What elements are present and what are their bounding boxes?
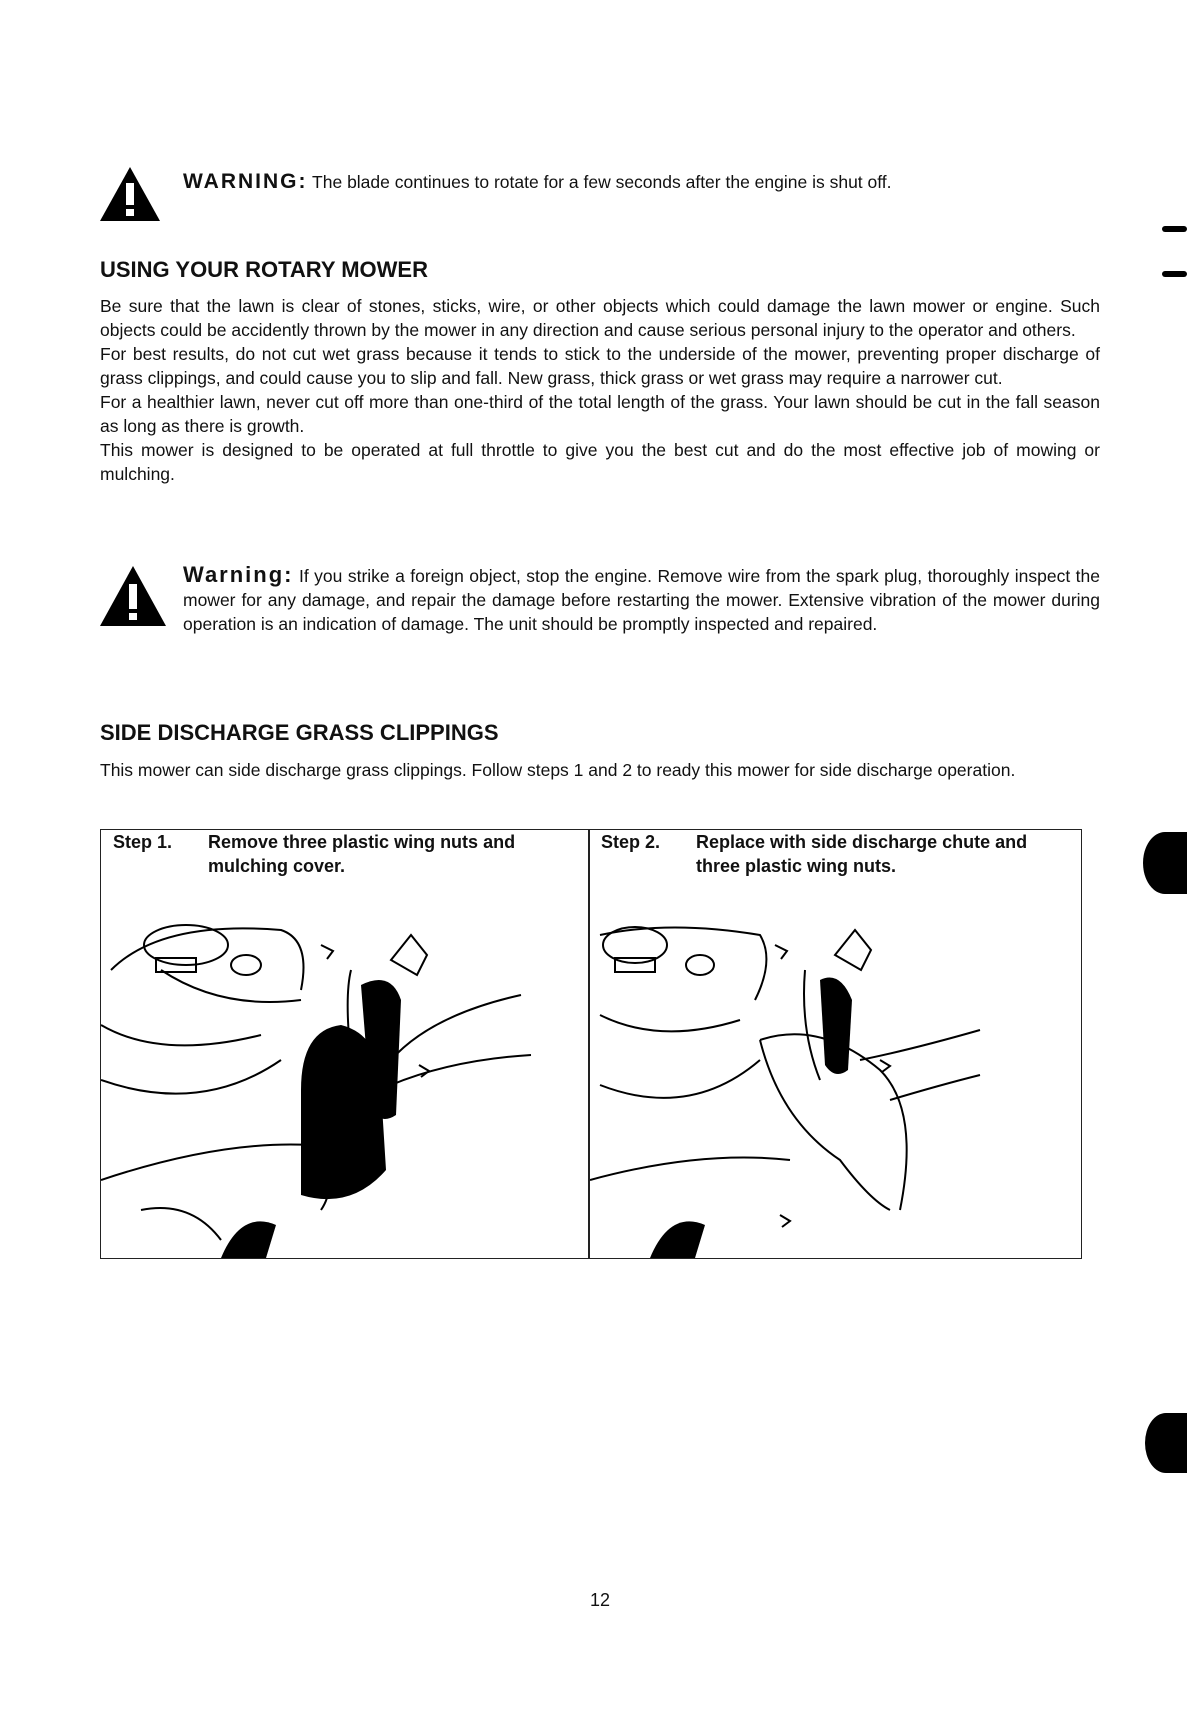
- warning-triangle-icon: [98, 165, 162, 223]
- registration-mark: [1145, 1413, 1187, 1473]
- section-1-body: [100, 294, 1100, 486]
- step-1-illustration: [101, 910, 587, 1258]
- registration-mark: [1162, 271, 1187, 277]
- steps-table: [100, 829, 1082, 1259]
- registration-mark: [1162, 226, 1187, 232]
- paragraph: For a healthier lawn, never cut off more than one-third of the total length of the grass. Your lawn should be cut in the fall season as long as there is growth.: [100, 392, 1100, 436]
- section-2-intro: This mower can side discharge grass clippings. Follow steps 1 and 2 to ready this mower for side discharge operation.: [100, 760, 1016, 780]
- section-2-body: [100, 758, 1100, 782]
- step-1-text: Remove three plastic wing nuts and mulching cover.: [208, 832, 516, 876]
- registration-mark: [1143, 832, 1187, 894]
- warning-2-text: If you strike a foreign object, stop the engine. Remove wire from the spark plug, thoroughly inspect the mower for any damage, and repair the damage before restarting the mower. Extensive vibration of the mower during operation is an indication of damage. The unit should be promptly inspected and repaired.: [183, 566, 1100, 634]
- warning-2: [183, 563, 1100, 636]
- section-title-using-rotary-mower: USING YOUR ROTARY MOWER: [100, 257, 428, 282]
- warning-1: [183, 170, 1083, 194]
- warning-triangle-icon: [98, 564, 168, 628]
- warning-1-text: The blade continues to rotate for a few seconds after the engine is shut off.: [312, 172, 892, 192]
- step-2-label: Step 2.: [601, 832, 661, 852]
- paragraph: Be sure that the lawn is clear of stones, sticks, wire, or other objects which could damage the lawn mower or engine. Such objects could be accidently thrown by the mower in any direction and cause serious personal injury to the operator and others.: [100, 296, 1100, 340]
- warning-2-label: Warning:: [183, 562, 294, 587]
- page-number: 12: [590, 1590, 611, 1610]
- step-2-text: Replace with side discharge chute and three plastic wing nuts.: [696, 832, 1028, 876]
- step-2-illustration: [590, 910, 1081, 1258]
- paragraph: For best results, do not cut wet grass because it tends to stick to the underside of the mower, preventing proper discharge of grass clippings, and could cause you to slip and fall. New grass, thick grass or wet grass may require a narrower cut.: [100, 344, 1100, 388]
- step-1-label: Step 1.: [113, 832, 173, 852]
- section-title-side-discharge: SIDE DISCHARGE GRASS CLIPPINGS: [100, 720, 499, 745]
- warning-1-label: WARNING:: [183, 170, 308, 193]
- paragraph: This mower is designed to be operated at full throttle to give you the best cut and do the most effective job of mowing or mulching.: [100, 440, 1100, 484]
